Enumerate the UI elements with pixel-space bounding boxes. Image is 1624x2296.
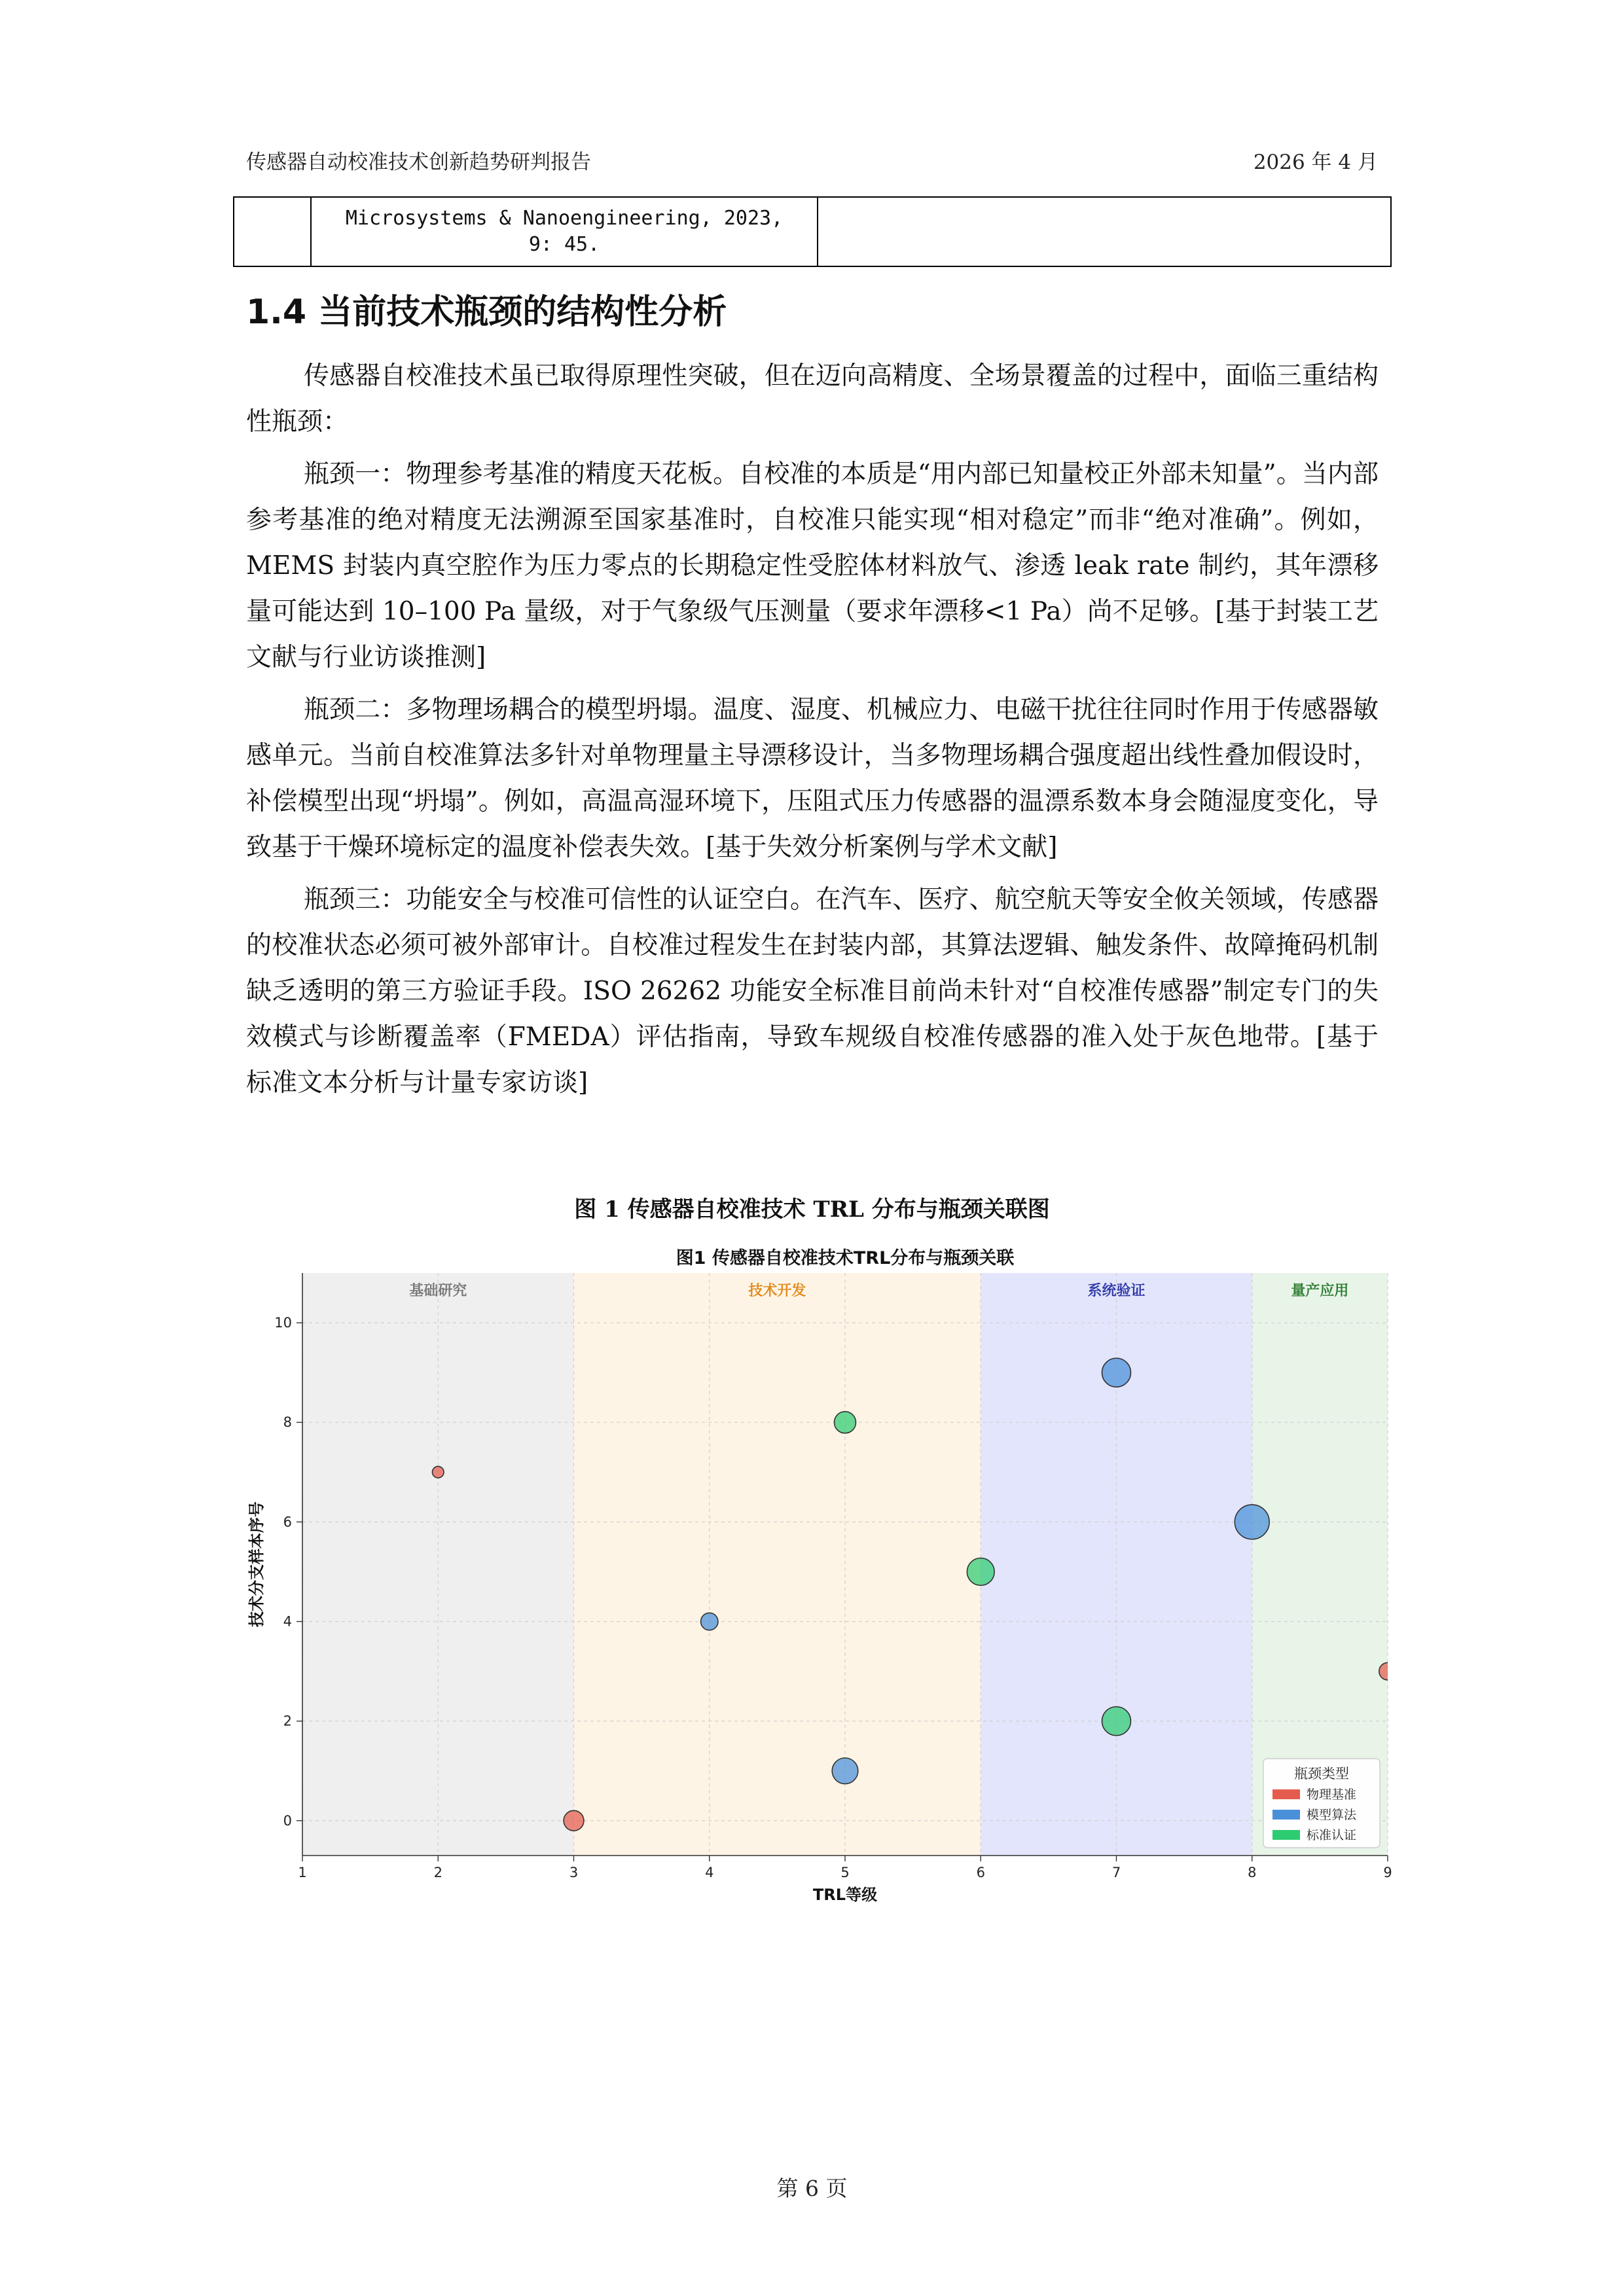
x-tick-label: 6 [976,1865,985,1880]
legend-label-1: 物理基准 [1307,1787,1357,1802]
x-tick-label: 1 [298,1865,307,1880]
reference-table-empty-cell [818,197,1391,266]
y-tick-label: 8 [283,1414,292,1431]
y-tick-label: 2 [283,1713,292,1729]
zone-label-4: 量产应用 [1291,1282,1349,1299]
bubble-2-2 [832,1758,858,1784]
x-tick-label: 9 [1383,1865,1392,1880]
bubble-1-1 [432,1466,444,1478]
y-axis-label: 技术分支样本序号 [247,1501,266,1627]
paragraph-bottleneck-3: 瓶颈三：功能安全与校准可信性的认证空白。在汽车、医疗、航空航天等安全攸关领域，传感器的校准状态必须可被外部审计。自校准过程发生在封装内部，其算法逻辑、触发条件、故障掩码机制缺乏透明的第三方验证手段。ISO 26262 功能安全标准目前尚未针对“自校准传感器”制定专门的失效模式与诊断覆盖率（FMEDA）评估指南，导致车规级自校准传感器的准入处于灰色地带。[基于标准文本分析与计量专家访谈] [246,885,1379,1098]
bubble-1-2 [564,1810,584,1831]
x-tick-label: 5 [840,1865,850,1880]
zone-label-1: 基础研究 [409,1282,467,1299]
y-tick-label: 6 [283,1514,292,1530]
x-tick-label: 8 [1248,1865,1257,1880]
paragraph-bottleneck-1: 瓶颈一：物理参考基准的精度天花板。自校准的本质是“用内部已知量校正外部未知量”。当内部参考基准的绝对精度无法溯源至国家基准时，自校准只能实现“相对稳定”而非“绝对准确”。例如，MEMS 封装内真空腔作为压力零点的长期稳定性受腔体材料放气、渗透 leak rate 制约，其年漂移量可能达到 10–100 Pa 量级，对于气象级气压测量（要求年漂移<1 Pa）尚不足够。[基于封装工艺文献与行业访谈推测] [246,459,1379,672]
legend-swatch-3 [1272,1830,1300,1840]
y-tick-label: 0 [283,1812,292,1829]
zone-label-3: 系统验证 [1087,1282,1146,1299]
bubble-3-1 [835,1412,856,1433]
zone-label-2: 技术开发 [748,1282,806,1299]
section-body [246,353,1379,1113]
bubble-2-4 [1235,1505,1269,1539]
bubble-2-1 [701,1613,718,1630]
chart-svg [242,1240,1394,1928]
running-header-title: 传感器自动校准技术创新趋势研判报告 [246,151,591,174]
paragraph-intro: 传感器自校准技术虽已取得原理性突破，但在迈向高精度、全场景覆盖的过程中，面临三重结构性瓶颈： [246,361,1379,437]
x-tick-label: 7 [1111,1865,1121,1880]
figure-caption: 图 1 传感器自校准技术 TRL 分布与瓶颈关联图 [574,1196,1050,1223]
reference-table-source-cell [311,197,818,266]
section-title: 1.4 当前技术瓶颈的结构性分析 [246,293,727,332]
x-tick-label: 4 [705,1865,714,1880]
reference-source-text: Microsystems & Nanoengineering, 2023, 9: 45. [345,207,784,256]
reference-table-fragment [233,196,1392,267]
x-axis-label: TRL等级 [812,1886,878,1904]
legend-label-2: 模型算法 [1307,1808,1357,1822]
chart-title: 图1 传感器自校准技术TRL分布与瓶颈关联 [676,1248,1015,1268]
zone-band-2 [574,1273,981,1856]
legend-swatch-1 [1272,1789,1300,1799]
bubble-3-3 [1102,1707,1131,1736]
legend-swatch-2 [1272,1810,1300,1820]
bubble-1-3 [1379,1662,1394,1679]
bubble-3-2 [967,1558,994,1586]
x-tick-label: 3 [569,1865,579,1880]
legend-title: 瓶颈类型 [1294,1766,1349,1782]
paragraph-bottleneck-2: 瓶颈二：多物理场耦合的模型坍塌。温度、湿度、机械应力、电磁干扰往往同时作用于传感器敏感单元。当前自校准算法多针对单物理量主导漂移设计，当多物理场耦合强度超出线性叠加假设时，补偿模型出现“坍塌”。例如，高温高湿环境下，压阻式压力传感器的温漂系数本身会随湿度变化，导致基于干燥环境标定的温度补偿表失效。[基于失效分析案例与学术文献] [246,695,1379,862]
bubble-2-3 [1102,1358,1131,1387]
legend-label-3: 标准认证 [1307,1828,1357,1842]
page-number: 第 6 页 [776,2176,848,2201]
reference-table-index-cell [234,197,311,266]
x-tick-label: 2 [433,1865,442,1880]
y-tick-label: 4 [283,1613,292,1630]
trl-bubble-chart [242,1240,1394,1928]
y-tick-label: 10 [274,1315,292,1331]
running-header-date: 2026 年 4 月 [1253,151,1378,174]
